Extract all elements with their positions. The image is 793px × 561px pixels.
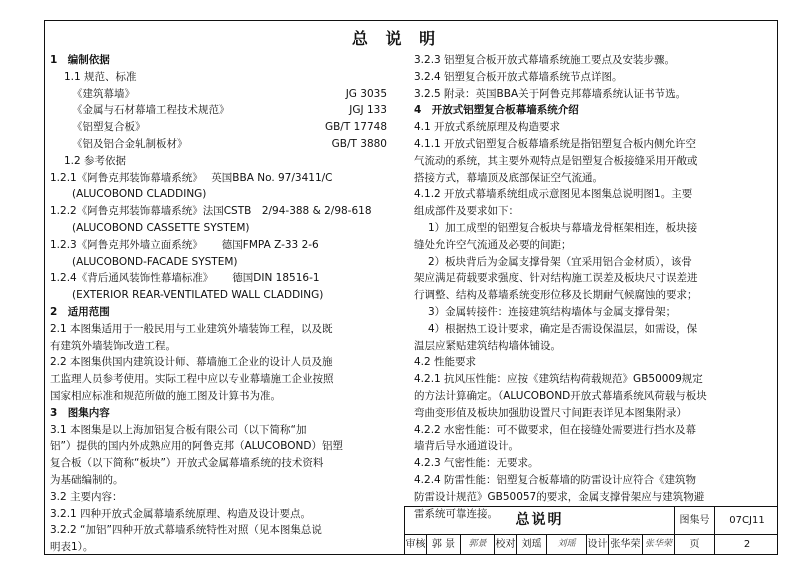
review-label: 审核	[405, 535, 427, 554]
standard-title: 《铝塑复合板》	[72, 121, 146, 134]
text-line: 墙背后导水通道设计。	[414, 440, 519, 453]
text-line: 3.2.3 铝塑复合板开放式幕墙系统施工要点及安装步骤。	[414, 54, 676, 66]
drawing-name: 总说明	[405, 507, 675, 535]
text-line: 1.2.4《背后通风装饰性幕墙标准》 德国DIN 18516-1	[50, 272, 320, 285]
text-line: 有建筑外墙装饰改造工程。	[50, 339, 176, 352]
text-line: 的方法计算确定。（ALUCOBOND开放式幕墙系统风荷载与板块	[414, 389, 707, 402]
text-line: 气流动的系统，其主要外观特点是铝塑复合板接缝采用开敞或	[414, 154, 698, 167]
text-line: 防雷设计规范》GB50057的要求，金属支撑骨架应与建筑物避	[414, 490, 705, 503]
text-line: 1.2.1《阿鲁克邦装饰幕墙系统》 英国BBA No. 97/3411/C	[50, 171, 333, 184]
text-line: 2 适用范围	[50, 305, 110, 318]
text-line: 明表1）。	[50, 541, 94, 554]
text-line: 架应满足荷载要求强度、针对结构施工误差及板块尺寸误差进	[414, 272, 698, 285]
standard-title: 《建筑幕墙》	[72, 87, 135, 100]
right-column	[414, 52, 774, 522]
page-label: 页	[675, 535, 715, 554]
standard-code: GB/T 3880	[331, 137, 387, 150]
standard-title: 《铝及铝合金轧制板材》	[72, 137, 188, 150]
text-line: 3.2.5 附录：英国BBA关于阿鲁克邦幕墙系统认证书节选。	[414, 87, 687, 100]
text-line: 为基础编制的。	[50, 473, 124, 486]
designer-name: 张华荣	[609, 535, 643, 554]
text-line: 1）加工成型的铝塑复合板块与幕墙龙骨框架相连，板块接	[428, 221, 698, 234]
text-line: 1.2 参考依据	[64, 154, 127, 167]
text-line	[50, 86, 395, 103]
text-line: 4.1.1 开放式铝塑复合板幕墙系统是指铝塑复合板内侧允许空	[414, 137, 697, 150]
text-line: 3.2.4 铝塑复合板开放式幕墙系统节点详图。	[414, 70, 623, 83]
text-line	[50, 102, 395, 119]
text-line: 1.2.3《阿鲁克邦外墙立面系统》 德国FMPA Z-33 2-6	[50, 238, 319, 251]
text-line: 组成部件及要求如下：	[414, 205, 519, 218]
check-label: 校对	[495, 535, 517, 554]
text-line: 工监理人员参考使用。实际工程中应以专业幕墙施工企业按照	[50, 373, 334, 386]
text-line: 3.1 本图集是以上海加铝复合板有限公司（以下简称“加	[50, 423, 307, 436]
standard-title: 《金属与石材幕墙工程技术规范》	[72, 104, 230, 117]
text-line: 雷系统可靠连接。	[414, 507, 498, 520]
text-line: 复合板（以下简称“板块”）开放式金属幕墙系统的技术资料	[50, 457, 324, 470]
text-line: (EXTERIOR REAR-VENTILATED WALL CLADDING)	[72, 289, 324, 302]
checker-name: 刘瑶	[517, 535, 547, 554]
text-line: 4.1 开放式系统原理及构造要求	[414, 121, 561, 134]
text-line	[50, 136, 395, 153]
text-line: 3.2.1 四种开放式金属幕墙系统原理、构造及设计要点。	[50, 507, 312, 520]
text-line: 3）金属转接件：连接建筑结构墙体与金属支撑骨架；	[428, 305, 677, 318]
text-line: (ALUCOBOND CLADDING)	[72, 188, 207, 201]
text-line: 缝处允许空气流通及必要的间距；	[414, 238, 572, 251]
text-line: 国家相应标准和规范所做的施工图及计算书为准。	[50, 389, 281, 402]
text-line: 2.1 本图集适用于一般民用与工业建筑外墙装饰工程，以及既	[50, 322, 333, 335]
title-block	[404, 506, 778, 555]
text-line: 4.2.3 气密性能：无要求。	[414, 457, 539, 470]
standard-code: GB/T 17748	[324, 121, 387, 134]
text-line: 4）根据热工设计要求，确定是否需设保温层，如需设，保	[428, 322, 698, 335]
text-line: 2）板块背后为金属支撑骨架（宜采用铝合金材质），该骨	[428, 255, 692, 268]
text-line: 2.2 本图集供国内建筑设计师、幕墙施工企业的设计人员及施	[50, 356, 333, 369]
text-line: (ALUCOBOND CASSETTE SYSTEM)	[72, 221, 250, 234]
text-line: 3 图集内容	[50, 406, 110, 419]
text-line: (ALUCOBOND-FACADE SYSTEM)	[72, 255, 238, 268]
design-label: 设计	[587, 535, 609, 554]
reviewer-signature: 郭景	[461, 535, 495, 554]
text-line: 4.2.4 防雷性能：铝塑复合板幕墙的防雷设计应符合《建筑物	[414, 473, 697, 486]
text-line: 1.2.2《阿鲁克邦装饰幕墙系统》法国CSTB 2/94-388 & 2/98-618	[50, 205, 372, 218]
text-line: 4 开放式铝塑复合板幕墙系统介绍	[414, 104, 579, 117]
page-title: 总 说 明	[351, 29, 442, 48]
reviewer-name: 郭 景	[427, 535, 461, 554]
standard-code: JG 3035	[345, 87, 387, 100]
text-line	[50, 119, 395, 136]
text-line: 搭接方式，幕墙顶及底部保证空气流通。	[414, 171, 603, 184]
standard-code: JGJ 133	[349, 104, 387, 117]
text-line: 温层应紧贴建筑结构墙体铺设。	[414, 339, 561, 352]
text-line: 4.2 性能要求	[414, 356, 477, 369]
text-line: 1 编制依据	[50, 54, 110, 66]
text-line: 行调整、结构及幕墙系统变形位移及长期耐气候腐蚀的要求；	[414, 289, 698, 302]
text-line: 4.1.2 开放式幕墙系统组成示意图见本图集总说明图1。主要	[414, 188, 693, 201]
set-number: 07CJ11	[729, 515, 765, 526]
text-line: 弯曲变形值及板块加强肋设置尺寸间距表详见本图集附录）	[414, 406, 687, 419]
text-line: 3.2 主要内容：	[50, 490, 123, 503]
text-line: 铝”）提供的国内外成熟应用的阿鲁克邦（ALUCOBOND）铝塑	[50, 440, 343, 453]
text-line: 4.2.2 水密性能：可不做要求，但在接缝处需要进行挡水及幕	[414, 423, 697, 436]
text-line: 3.2.2 “加铝”四种开放式幕墙系统特性对照（见本图集总说	[50, 524, 322, 537]
text-line: 4.2.1 抗风压性能：应按《建筑结构荷载规范》GB50009规定	[414, 373, 703, 386]
checker-signature: 刘瑶	[547, 535, 587, 554]
left-column	[50, 52, 395, 556]
page-number: 2	[743, 539, 751, 550]
designer-signature: 张华荣	[643, 535, 675, 554]
set-number-label: 图集号	[675, 507, 715, 535]
text-line: 1.1 规范、标准	[64, 70, 137, 83]
